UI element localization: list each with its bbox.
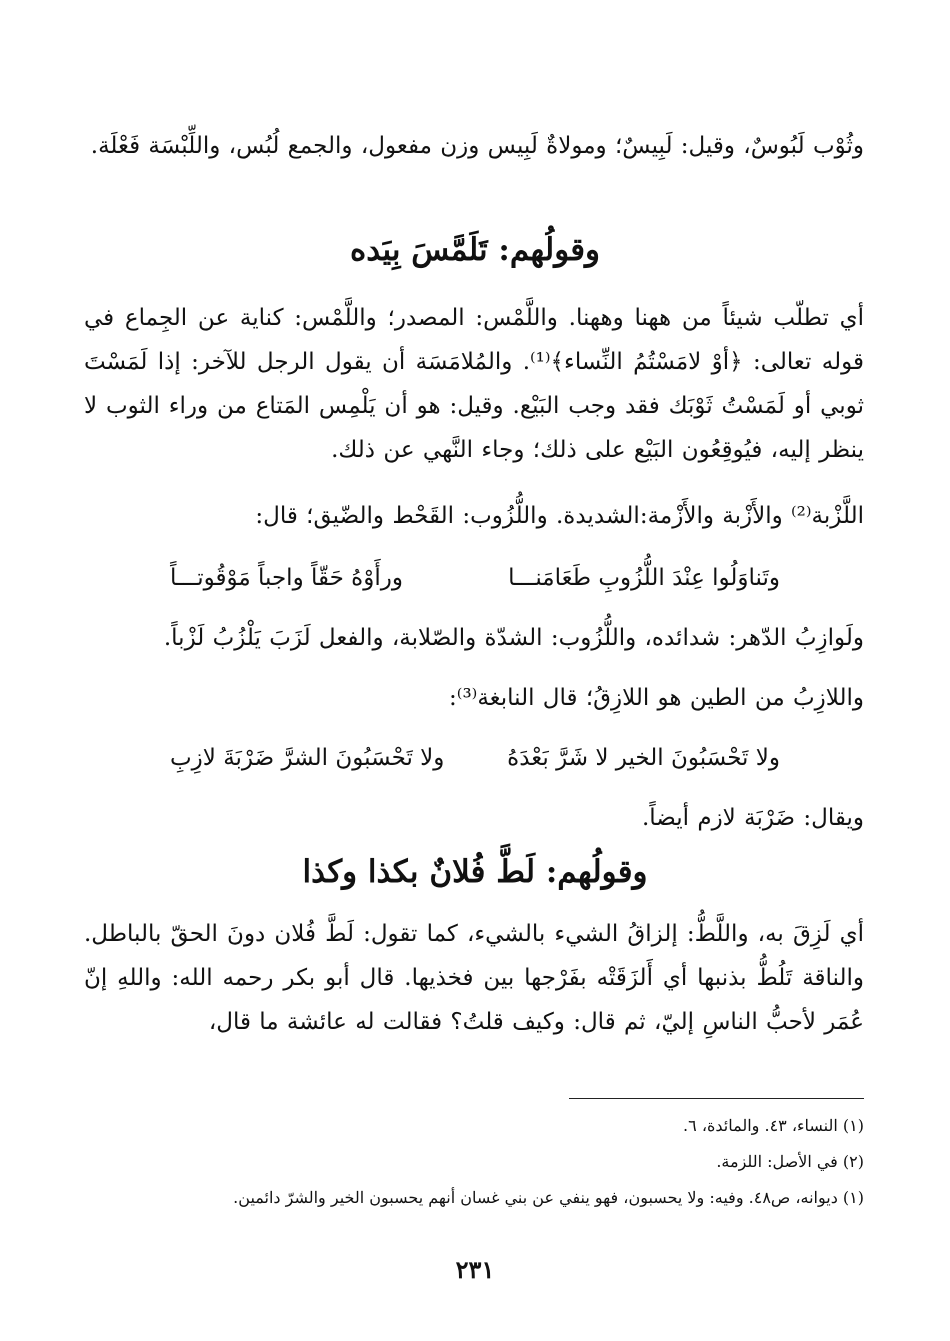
footnote-divider xyxy=(569,1098,864,1099)
paragraph-text: ولَوازِبُ الدّهر: شدائده، واللُّزُوب: الشدّة والصّلابة، والفعل لَزَبَ يَلْزُبُ لَزْباً. xyxy=(163,625,864,651)
poem-verse-1 xyxy=(170,556,780,600)
paragraph-text: اللَّزْبة⁽²⁾ والأَزْبة والأَزْمة:الشديدة. واللُّزُوب: القَحْط والضّيق؛ قال: xyxy=(255,503,864,529)
paragraph-text: وثُوْب لَبُوسٌ، وقيل: لَبِيسٌ؛ ومولاةٌ لَبِيس وزن مفعول، والجمع لُبُس، واللِّبْسَة فَعْلَة. xyxy=(90,133,864,159)
paragraph-darba xyxy=(84,796,864,840)
page-number: ٢٣١ xyxy=(455,1255,495,1284)
section-heading-latta: وقولُهم: لَطَّ فُلانٌ بكذا وكذا xyxy=(302,854,648,890)
paragraph-lawazib xyxy=(84,616,864,660)
paragraph-text: أي تطلّب شيئاً من ههنا وههنا. واللَّمْس: المصدر؛ واللَّمْس: كناية عن الجِماع في قوله تعالى: ﴿أوْ لامَسْتُمُ النِّساء﴾⁽¹⁾. والمُلامَسَة أن يقول الرجل للآخر: إذا لَمَسْتَ ثوبي أو لَمَسْتُ ثَوْبَك فقد وجب البَيْع. وقيل: هو أن يَلْمِس المَتاع من وراء الثوب لا ينظر إليه، فيُوقِعُون البَيْع على ذلك؛ وجاء النَّهي عن ذلك. xyxy=(84,305,864,463)
paragraph-text: ويقال: ضَرْبَة لازم أيضاً. xyxy=(641,805,864,831)
footnote-2: (٢) في الأصل: اللزمة. xyxy=(716,1152,864,1171)
paragraph-latt xyxy=(84,912,864,1044)
poem-verse-2 xyxy=(170,736,780,780)
verse-second-hemistich: ولا تَحْسَبُونَ الشرَّ ضَرْبَةَ لازِبِ xyxy=(170,745,445,771)
paragraph-lazib xyxy=(84,676,864,720)
footnote-3: (١) ديوانه، ص٤٨. وفيه: ولا يحسبون، فهو ينفي عن بني غسان أنهم يحسبون الخير والشرّ دائمين. xyxy=(233,1188,864,1207)
verse-second-hemistich: ورأَوْهُ حَقّاً واجباً مَوْقُوتـــاً xyxy=(170,565,403,591)
footnote-1: (١) النساء، ٤٣. والمائدة، ٦. xyxy=(683,1116,864,1135)
paragraph-libs xyxy=(84,124,864,168)
section-heading-talammas: وقولُهم: تَلَمَّسَ بِيَده xyxy=(349,232,601,268)
paragraph-lazba xyxy=(84,494,864,538)
paragraph-lams xyxy=(84,296,864,472)
paragraph-text: واللازِبُ من الطين هو اللازِقُ؛ قال النابغة⁽³⁾: xyxy=(449,685,864,711)
verse-first-hemistich: ولا تَحْسَبُونَ الخير لا شَرَّ بَعْدَهُ xyxy=(507,745,780,771)
paragraph-text: أي لَزِقَ به، واللَّطُّ: إلزاقُ الشيء بالشيء، كما تقول: لَطَّ فُلان دونَ الحقّ بالباطل. والناقة تَلُطُّ بذنبها أي أَلزَقَتْه بفَرْجها بين فخذيها. قال أبو بكر رحمه الله: واللهِ إنّ عُمَر لأحبُّ الناسِ إليّ، ثم قال: وكيف قلتُ؟ فقالت له عائشة ما قال، xyxy=(84,921,864,1035)
verse-first-hemistich: وتَناوَلُوا عِنْدَ اللُّزُوبِ طَعَامَنـــا xyxy=(508,565,780,591)
